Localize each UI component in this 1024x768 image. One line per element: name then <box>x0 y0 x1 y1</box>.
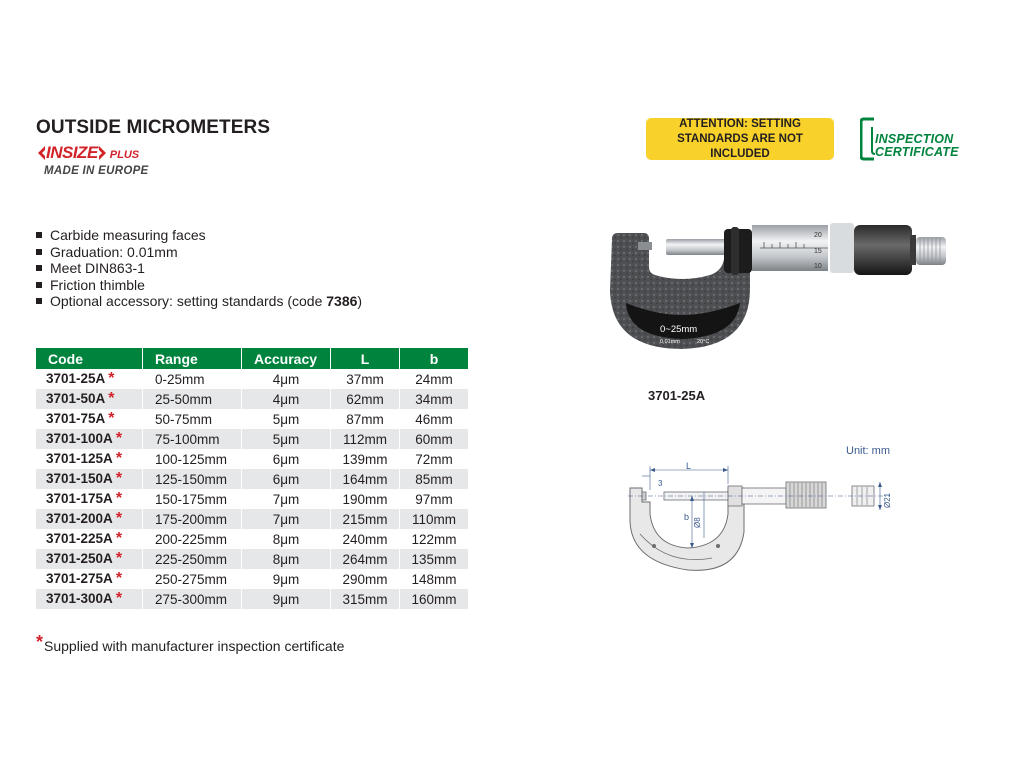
cell-code <box>36 589 143 609</box>
cell-accuracy <box>242 409 331 429</box>
brand-name: INSIZE <box>46 143 98 162</box>
cell-b <box>400 469 469 489</box>
asterisk-mark: * <box>115 590 123 607</box>
asterisk-mark: * <box>115 490 123 507</box>
cell-l <box>331 429 400 449</box>
bullet-icon <box>36 265 42 271</box>
spec-table <box>36 348 468 609</box>
feature-item <box>36 260 362 277</box>
cell-l-text: 87mm <box>346 411 384 427</box>
feature-text: Graduation: 0.01mm <box>50 243 178 260</box>
cell-code <box>36 509 143 529</box>
cell-range-text: 50-75mm <box>155 411 213 427</box>
cell-l <box>331 489 400 509</box>
cell-l-text: 315mm <box>342 591 388 607</box>
cell-code-text: 3701-100A <box>46 431 113 446</box>
cell-code <box>36 469 143 489</box>
table-row <box>36 489 468 509</box>
footnote-text: Supplied with manufacturer inspection certificate <box>44 638 345 654</box>
cell-code-text: 3701-300A <box>46 591 113 606</box>
cell-b <box>400 589 469 609</box>
cell-l-text: 112mm <box>342 431 387 447</box>
accessory-code: 7386 <box>326 293 358 310</box>
cell-range-text: 150-175mm <box>155 491 228 507</box>
asterisk-mark: * <box>115 530 123 547</box>
cell-b-text: 34mm <box>415 391 453 407</box>
cell-b-text: 97mm <box>415 491 453 507</box>
cell-range <box>143 469 242 489</box>
feature-text: Meet DIN863-1 <box>50 260 145 277</box>
cell-b <box>400 549 469 569</box>
cell-range <box>143 589 242 609</box>
photo-caption: 3701-25A <box>648 388 706 403</box>
table-row <box>36 469 468 489</box>
cell-l-text: 290mm <box>342 571 388 587</box>
cell-b <box>400 489 469 509</box>
table-header-row <box>36 348 468 369</box>
bullet-icon <box>36 298 42 304</box>
cell-accuracy-text: 8μm <box>272 531 300 547</box>
cell-code-text: 3701-75A <box>46 411 106 426</box>
cell-accuracy <box>242 389 331 409</box>
cell-accuracy <box>242 369 331 389</box>
page-title: OUTSIDE MICROMETERS <box>36 117 271 138</box>
cell-accuracy <box>242 469 331 489</box>
cell-range <box>143 409 242 429</box>
cell-code <box>36 569 143 589</box>
cell-l-text: 264mm <box>342 551 388 567</box>
feature-text: Carbide measuring faces <box>50 227 206 244</box>
asterisk-mark: * <box>115 450 123 467</box>
cell-accuracy <box>242 489 331 509</box>
cell-l-text: 62mm <box>346 391 384 407</box>
cell-code <box>36 489 143 509</box>
cell-l-text: 139mm <box>342 451 388 467</box>
cell-accuracy-text: 4μm <box>272 371 300 387</box>
table-row <box>36 429 468 449</box>
cell-b-text: 60mm <box>415 431 453 447</box>
asterisk-mark: * <box>115 430 123 447</box>
cell-b-text: 24mm <box>415 371 453 387</box>
bullet-icon <box>36 232 42 238</box>
footnote <box>36 632 344 654</box>
bullet-icon <box>36 249 42 255</box>
cell-l <box>331 389 400 409</box>
certificate-line-1: INSPECTION <box>875 132 954 146</box>
cell-l-text: 164mm <box>342 471 388 487</box>
header-l: L <box>331 348 400 369</box>
cell-b <box>400 569 469 589</box>
frame-temp-label: 20°C <box>697 339 710 345</box>
cell-b <box>400 449 469 469</box>
cell-b-text: 85mm <box>415 471 453 487</box>
dim-b-label: b <box>684 512 690 522</box>
asterisk-mark: * <box>115 570 123 587</box>
cell-accuracy <box>242 449 331 469</box>
cell-l-text: 37mm <box>346 371 384 387</box>
cell-code <box>36 549 143 569</box>
dim-l-label: L <box>686 462 692 471</box>
asterisk-mark: * <box>108 390 115 407</box>
cell-code <box>36 529 143 549</box>
cell-b <box>400 429 469 449</box>
cell-range <box>143 369 242 389</box>
table-row <box>36 589 468 609</box>
table-body <box>36 369 468 609</box>
cell-l <box>331 589 400 609</box>
cell-accuracy-text: 8μm <box>272 551 300 567</box>
cell-code <box>36 369 143 389</box>
attention-line-1: ATTENTION: SETTING <box>679 117 801 130</box>
table-row <box>36 369 468 389</box>
dim-3-label: 3 <box>658 479 663 488</box>
cell-l <box>331 469 400 489</box>
dim-thimble-label: Ø21 <box>883 492 892 508</box>
cell-range-text: 175-200mm <box>155 511 228 527</box>
cell-code <box>36 429 143 449</box>
table-row <box>36 449 468 469</box>
cell-accuracy-text: 9μm <box>272 591 300 607</box>
feature-list <box>36 227 362 310</box>
cell-code-text: 3701-50A <box>46 391 106 406</box>
cell-code-text: 3701-250A <box>46 551 113 566</box>
attention-badge <box>646 118 834 160</box>
cell-accuracy <box>242 529 331 549</box>
cell-code-text: 3701-150A <box>46 471 113 486</box>
cell-range-text: 200-225mm <box>155 531 228 547</box>
cell-accuracy-text: 7μm <box>272 491 300 507</box>
cell-b-text: 135mm <box>411 551 457 567</box>
cell-range <box>143 449 242 469</box>
unit-label: Unit: mm <box>846 445 890 457</box>
cell-l <box>331 369 400 389</box>
cell-accuracy <box>242 549 331 569</box>
cell-range-text: 225-250mm <box>155 551 228 567</box>
cell-code-text: 3701-275A <box>46 571 113 586</box>
header-b: b <box>400 348 469 369</box>
cell-accuracy <box>242 589 331 609</box>
cell-b-text: 110mm <box>411 511 456 527</box>
cell-l <box>331 549 400 569</box>
cell-b <box>400 409 469 429</box>
table-row <box>36 509 468 529</box>
cell-l <box>331 409 400 429</box>
made-in-label: MADE IN EUROPE <box>44 165 149 177</box>
cell-range-text: 250-275mm <box>155 571 228 587</box>
cell-range <box>143 489 242 509</box>
table-row <box>36 529 468 549</box>
table-row <box>36 549 468 569</box>
feature-text-tail: ) <box>357 293 363 310</box>
attention-line-2: STANDARDS ARE NOT INCLUDED <box>677 132 803 160</box>
frame-range-label: 0~25mm <box>660 324 698 335</box>
asterisk-mark: * <box>36 632 44 652</box>
cell-accuracy <box>242 429 331 449</box>
cell-accuracy-text: 4μm <box>272 391 300 407</box>
cell-range <box>143 529 242 549</box>
dim-spindle-label: Ø8 <box>693 517 702 528</box>
cell-code-text: 3701-25A <box>46 371 106 386</box>
asterisk-mark: * <box>115 510 123 527</box>
cell-accuracy-text: 5μm <box>272 431 300 447</box>
cell-range-text: 75-100mm <box>155 431 220 447</box>
cell-l <box>331 509 400 529</box>
cell-code-text: 3701-125A <box>46 451 113 466</box>
sleeve-mark-10: 10 <box>814 263 822 270</box>
cell-accuracy-text: 7μm <box>272 511 300 527</box>
header-accuracy: Accuracy <box>242 348 331 369</box>
insize-logo <box>36 143 139 163</box>
cell-range-text: 100-125mm <box>155 451 228 467</box>
cell-l-text: 240mm <box>342 531 388 547</box>
cell-code <box>36 449 143 469</box>
feature-item <box>36 227 362 244</box>
cell-range <box>143 429 242 449</box>
cell-accuracy-text: 5μm <box>272 411 300 427</box>
feature-item <box>36 293 362 310</box>
cell-b-text: 160mm <box>411 591 457 607</box>
certificate-line-2: CERTIFICATE <box>875 145 959 159</box>
feature-text: Friction thimble <box>50 276 145 293</box>
bullet-icon <box>36 282 42 288</box>
cell-code <box>36 389 143 409</box>
cell-accuracy-text: 6μm <box>272 451 300 467</box>
cell-b <box>400 509 469 529</box>
brand-arrow-icon <box>36 146 46 160</box>
cell-l-text: 215mm <box>342 511 388 527</box>
cell-accuracy-text: 6μm <box>272 471 300 487</box>
cell-b-text: 148mm <box>411 571 457 587</box>
cell-range <box>143 569 242 589</box>
feature-text: Optional accessory: setting standards (code <box>50 293 327 310</box>
table-row <box>36 569 468 589</box>
table-row <box>36 389 468 409</box>
cell-l <box>331 529 400 549</box>
cell-b-text: 46mm <box>415 411 453 427</box>
table-row <box>36 409 468 429</box>
asterisk-mark: * <box>115 550 123 567</box>
cell-l <box>331 569 400 589</box>
asterisk-mark: * <box>115 470 123 487</box>
cell-accuracy-text: 9μm <box>272 571 300 587</box>
cell-range-text: 275-300mm <box>155 591 228 607</box>
cell-range <box>143 389 242 409</box>
cell-range <box>143 549 242 569</box>
cell-range-text: 25-50mm <box>155 391 213 407</box>
cell-accuracy <box>242 509 331 529</box>
asterisk-mark: * <box>108 370 115 387</box>
cell-code-text: 3701-225A <box>46 531 113 546</box>
cell-b <box>400 389 469 409</box>
cell-l <box>331 449 400 469</box>
cell-l-text: 190mm <box>342 491 388 507</box>
cell-b <box>400 529 469 549</box>
cell-range <box>143 509 242 529</box>
feature-item <box>36 244 362 261</box>
cell-code-text: 3701-175A <box>46 491 113 506</box>
certificate-text <box>875 133 959 159</box>
frame-graduation-label: 0,01mm <box>660 339 680 345</box>
cell-range-text: 125-150mm <box>155 471 228 487</box>
header-range: Range <box>143 348 242 369</box>
sleeve-mark-15: 15 <box>814 248 822 255</box>
brand-suffix: PLUS <box>109 148 140 161</box>
header-code: Code <box>36 348 143 369</box>
dimension-drawing <box>628 462 894 578</box>
cell-code <box>36 409 143 429</box>
cell-b <box>400 369 469 389</box>
cell-b-text: 122mm <box>411 531 457 547</box>
cell-range-text: 0-25mm <box>155 371 205 387</box>
asterisk-mark: * <box>108 410 115 427</box>
cell-b-text: 72mm <box>415 451 453 467</box>
cell-accuracy <box>242 569 331 589</box>
cell-code-text: 3701-200A <box>46 511 113 526</box>
feature-item <box>36 277 362 294</box>
brand-arrow-right-icon <box>98 146 108 160</box>
micrometer-photo <box>592 215 956 363</box>
sleeve-mark-20: 20 <box>814 232 822 239</box>
